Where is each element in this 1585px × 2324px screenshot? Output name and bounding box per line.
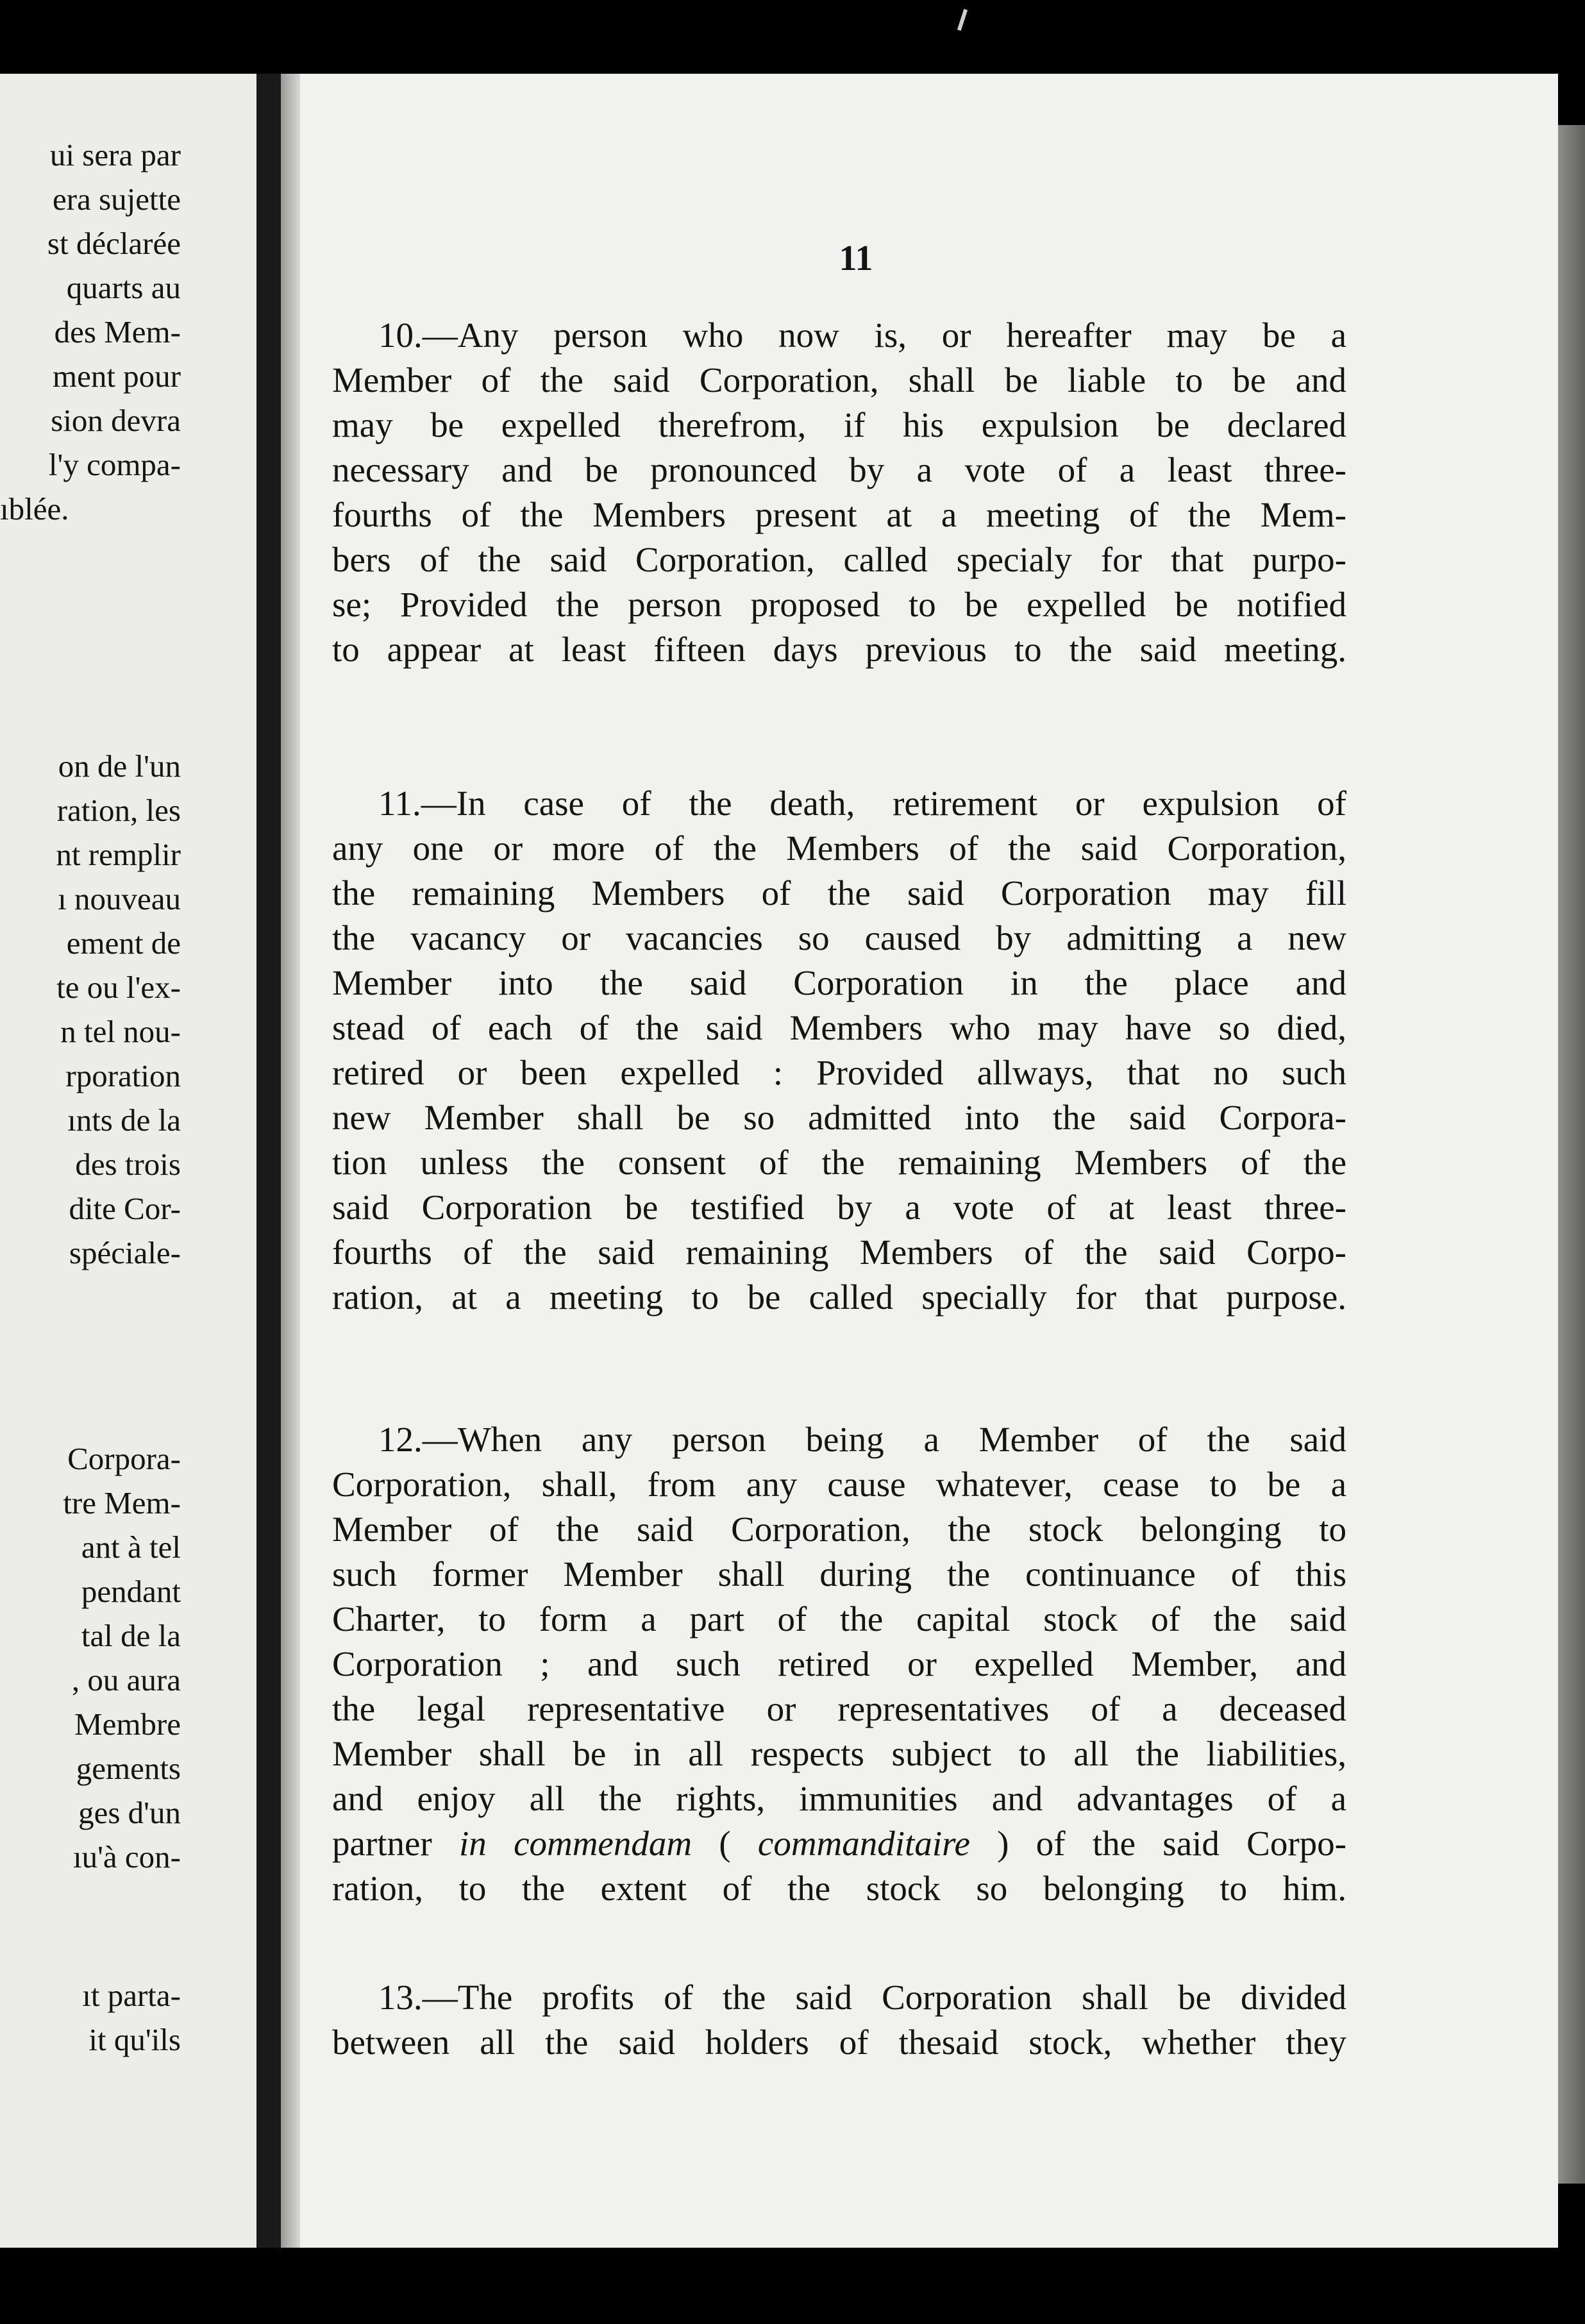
left-text-line: ı nouveau [58, 881, 181, 916]
left-text-line: ant à tel [81, 1529, 181, 1565]
paragraph-12-line: the legal representative or representatives of a deceased [332, 1689, 1346, 1728]
paragraph-12-line: Member of the said Corporation, the stock belonging to [332, 1510, 1346, 1549]
paragraph-11-line: any one or more of the Members of the said Corporation, [332, 829, 1346, 868]
left-text-line: Membre [74, 1706, 181, 1742]
paragraph-11-line: retired or been expelled : Provided allways, that no such [332, 1053, 1346, 1092]
page-edge [1558, 125, 1585, 2184]
left-text-line: te ou l'ex- [56, 970, 181, 1005]
paragraph-12-line: 12.—When any person being a Member of the said [378, 1420, 1346, 1459]
left-text-line: ıblée. [0, 491, 69, 526]
paragraph-11-line: tion unless the consent of the remaining Members of the [332, 1143, 1346, 1182]
left-text-line: ges d'un [78, 1795, 181, 1830]
left-text-line: , ou aura [71, 1662, 181, 1697]
paragraph-10-line: bers of the said Corporation, called specialy for that purpo- [332, 540, 1346, 579]
left-page [0, 74, 256, 2248]
scan-mark [957, 9, 968, 31]
book-gutter [256, 74, 281, 2248]
paragraph-10-line: may be expelled therefrom, if his expulsion be declared [332, 405, 1346, 444]
left-text-line: tre Mem- [63, 1485, 181, 1520]
left-text-line: ui sera par [49, 137, 181, 173]
paragraph-10-line: fourths of the Members present at a meeting of the Mem- [332, 495, 1346, 534]
page-number: 11 [839, 239, 873, 278]
corpo-text: ) of the said Corpo- [969, 1824, 1346, 1863]
left-text-line: pendant [81, 1574, 181, 1609]
paragraph-10-line: se; Provided the person proposed to be expelled be notified [332, 585, 1346, 624]
left-text-line: ıt parta- [82, 1978, 181, 2013]
left-text-line: st déclarée [47, 226, 181, 261]
paragraph-12-line: Charter, to form a part of the capital stock of the said [332, 1599, 1346, 1638]
paragraph-13-line: 13.—The profits of the said Corporation shall be divided [378, 1978, 1346, 2017]
left-text-line: des trois [75, 1147, 181, 1182]
partner-text: partner [332, 1824, 460, 1863]
paragraph-11-line: new Member shall be so admitted into the said Corpora- [332, 1098, 1346, 1137]
left-text-line: ration, les [56, 793, 181, 828]
left-text-line: n tel nou- [60, 1014, 181, 1049]
left-text-line: tal de la [81, 1618, 181, 1653]
left-text-line: ıu'à con- [72, 1839, 181, 1874]
paragraph-11-line: 11.—In case of the death, retirement or expulsion of [378, 784, 1346, 823]
left-text-line: nt remplir [56, 837, 181, 872]
paragraph-12-line [332, 1821, 1346, 1866]
paragraph-11-line: the remaining Members of the said Corporation may fill [332, 873, 1346, 913]
italic-term: in commendam [459, 1824, 692, 1863]
paragraph-12-line: Corporation ; and such retired or expelled Member, and [332, 1644, 1346, 1683]
paragraph-11-line: Member into the said Corporation in the place and [332, 963, 1346, 1002]
paragraph-12-line: Corporation, shall, from any cause whatever, cease to be a [332, 1465, 1346, 1504]
paragraph-11-line: said Corporation be testified by a vote of at least three- [332, 1188, 1346, 1227]
left-text-line: era sujette [53, 181, 181, 217]
paragraph-12-line: such former Member shall during the continuance of this [332, 1554, 1346, 1594]
gutter-shadow [281, 74, 300, 2248]
left-text-line: rporation [65, 1058, 181, 1093]
left-text-line: ement de [66, 925, 181, 961]
left-text-line: quarts au [66, 270, 181, 305]
paragraph-10-line: to appear at least fifteen days previous to the said meeting. [332, 630, 1346, 669]
paragraph-12-line: and enjoy all the rights, immunities and advantages of a [332, 1779, 1346, 1818]
paragraph-11-line: ration, at a meeting to be called specially for that purpose. [332, 1277, 1346, 1317]
left-text-line: on de l'un [58, 748, 181, 784]
left-text-line: ment pour [52, 358, 181, 394]
left-text-line: l'y compa- [48, 447, 181, 482]
paren-text: ( [692, 1824, 758, 1863]
paragraph-10-line: 10.—Any person who now is, or hereafter may be a [378, 316, 1346, 355]
paragraph-13-line: between all the said holders of thesaid stock, whether they [332, 2023, 1346, 2062]
paragraph-11-line: the vacancy or vacancies so caused by admitting a new [332, 918, 1346, 957]
paragraph-11-line: fourths of the said remaining Members of the said Corpo- [332, 1233, 1346, 1272]
left-text-line: Corpora- [67, 1441, 181, 1476]
paragraph-12-line: ration, to the extent of the stock so belonging to him. [332, 1869, 1346, 1908]
italic-term: commanditaire [757, 1824, 970, 1863]
paragraph-12-line: Member shall be in all respects subject to all the liabilities, [332, 1734, 1346, 1773]
left-text-line: dite Cor- [69, 1191, 181, 1226]
left-text-line: spéciale- [69, 1235, 181, 1270]
left-text-line: gements [76, 1751, 181, 1786]
left-text-line: sion devra [51, 403, 181, 438]
paragraph-10-line: Member of the said Corporation, shall be liable to be and [332, 360, 1346, 400]
left-text-line: des Mem- [54, 314, 181, 349]
left-text-line: ınts de la [67, 1102, 181, 1138]
left-text-line: it qu'ils [88, 2022, 181, 2057]
paragraph-11-line: stead of each of the said Members who may have so died, [332, 1008, 1346, 1047]
paragraph-10-line: necessary and be pronounced by a vote of a least three- [332, 450, 1346, 489]
